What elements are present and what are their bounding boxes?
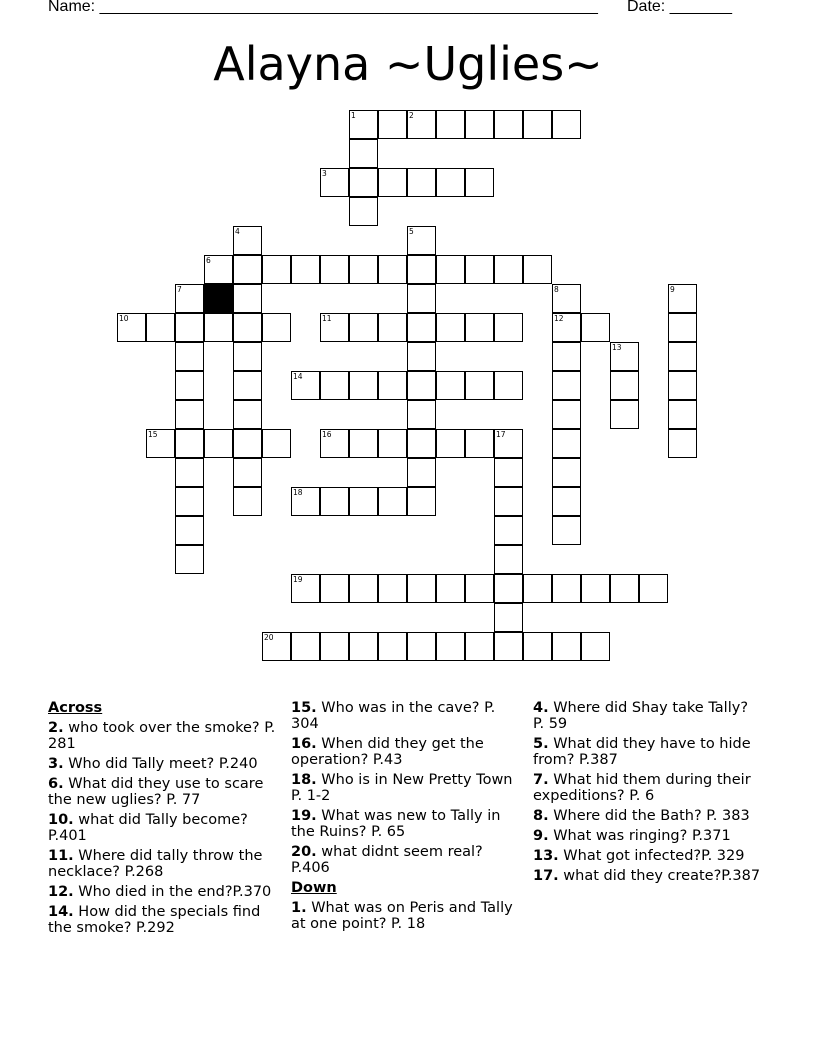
grid-cell[interactable]: [175, 516, 204, 545]
clue-across-12: [48, 884, 278, 900]
cell-number: 13: [612, 343, 622, 352]
grid-cell[interactable]: [465, 574, 494, 603]
grid-cell[interactable]: [407, 313, 436, 342]
grid-cell[interactable]: [378, 632, 407, 661]
clue-number: 4.: [533, 700, 549, 716]
grid-cell[interactable]: [465, 632, 494, 661]
grid-cell[interactable]: [523, 255, 552, 284]
cell-number: 2: [409, 111, 414, 120]
grid-cell[interactable]: [146, 313, 175, 342]
clue-text: When did they get the operation? P.43: [291, 736, 484, 768]
clue-across-20: [291, 844, 521, 876]
grid-cell[interactable]: [378, 429, 407, 458]
clue-down-13: [533, 848, 763, 864]
clue-text: what didnt seem real? P.406: [291, 844, 483, 876]
grid-cell[interactable]: [552, 371, 581, 400]
clue-text: who took over the smoke? P. 281: [48, 720, 276, 752]
grid-cell[interactable]: [407, 429, 436, 458]
grid-cell[interactable]: [349, 197, 378, 226]
clue-across-3: [48, 756, 278, 772]
clue-number: 16.: [291, 736, 317, 752]
clue-across-11: [48, 848, 278, 880]
grid-cell[interactable]: [581, 574, 610, 603]
grid-cell[interactable]: [175, 545, 204, 574]
clue-text: What was on Peris and Tally at one point? P. 18: [291, 900, 513, 932]
clue-down-4: [533, 700, 763, 732]
grid-cell[interactable]: [552, 458, 581, 487]
grid-cell[interactable]: [204, 255, 233, 284]
grid-block: [204, 284, 233, 313]
grid-cell[interactable]: [233, 458, 262, 487]
grid-cell[interactable]: [320, 168, 349, 197]
clue-text: Who died in the end?P.370: [78, 884, 272, 900]
grid-cell[interactable]: [668, 400, 697, 429]
grid-cell[interactable]: [407, 371, 436, 400]
grid-cell[interactable]: [436, 168, 465, 197]
clues-column-2: [291, 700, 521, 936]
grid-cell[interactable]: [407, 400, 436, 429]
grid-cell[interactable]: [494, 487, 523, 516]
grid-cell[interactable]: [494, 458, 523, 487]
cell-number: 16: [322, 430, 332, 439]
grid-cell[interactable]: [436, 574, 465, 603]
page-title: Alayna ~Uglies~: [213, 37, 603, 91]
clue-number: 14.: [48, 904, 74, 920]
grid-cell[interactable]: [668, 284, 697, 313]
grid-cell[interactable]: [407, 168, 436, 197]
clue-number: 5.: [533, 736, 549, 752]
grid-cell[interactable]: [378, 313, 407, 342]
grid-cell[interactable]: [349, 110, 378, 139]
clue-number: 3.: [48, 756, 64, 772]
grid-cell[interactable]: [175, 487, 204, 516]
clue-down-8: [533, 808, 763, 824]
clue-down-7: [533, 772, 763, 804]
grid-cell[interactable]: [378, 574, 407, 603]
clue-text: How did the specials find the smoke? P.292: [48, 904, 261, 936]
grid-cell[interactable]: [175, 313, 204, 342]
grid-cell[interactable]: [407, 284, 436, 313]
cell-number: 9: [670, 285, 675, 294]
grid-cell[interactable]: [262, 429, 291, 458]
grid-cell[interactable]: [291, 632, 320, 661]
grid-cell[interactable]: [465, 371, 494, 400]
grid-cell[interactable]: [175, 371, 204, 400]
grid-cell[interactable]: [668, 371, 697, 400]
grid-cell[interactable]: [552, 313, 581, 342]
across-heading: Across: [48, 700, 103, 716]
grid-cell[interactable]: [407, 255, 436, 284]
grid-cell[interactable]: [349, 255, 378, 284]
clue-text: what did they create?P.387: [563, 868, 761, 884]
cell-number: 4: [235, 227, 240, 236]
grid-cell[interactable]: [320, 255, 349, 284]
grid-cell[interactable]: [465, 313, 494, 342]
grid-cell[interactable]: [262, 632, 291, 661]
clue-across-16: [291, 736, 521, 768]
name-label: Name:: [48, 0, 96, 15]
grid-cell[interactable]: [639, 574, 668, 603]
clue-across-15: [291, 700, 521, 732]
clue-number: 1.: [291, 900, 307, 916]
grid-cell[interactable]: [233, 226, 262, 255]
grid-cell[interactable]: [552, 110, 581, 139]
cell-number: 15: [148, 430, 158, 439]
grid-cell[interactable]: [436, 371, 465, 400]
grid-cell[interactable]: [146, 429, 175, 458]
grid-cell[interactable]: [233, 487, 262, 516]
cell-number: 6: [206, 256, 211, 265]
grid-cell[interactable]: [233, 313, 262, 342]
grid-cell[interactable]: [465, 168, 494, 197]
grid-cell[interactable]: [494, 313, 523, 342]
grid-cell[interactable]: [378, 371, 407, 400]
grid-cell[interactable]: [465, 429, 494, 458]
grid-cell[interactable]: [233, 371, 262, 400]
grid-cell[interactable]: [610, 342, 639, 371]
clue-text: Who is in New Pretty Town P. 1-2: [291, 772, 513, 804]
grid-cell[interactable]: [378, 168, 407, 197]
grid-cell[interactable]: [378, 487, 407, 516]
grid-cell[interactable]: [320, 429, 349, 458]
grid-cell[interactable]: [349, 371, 378, 400]
grid-cell[interactable]: [523, 574, 552, 603]
grid-cell[interactable]: [349, 574, 378, 603]
grid-cell[interactable]: [175, 342, 204, 371]
cell-number: 18: [293, 488, 303, 497]
grid-cell[interactable]: [320, 632, 349, 661]
grid-cell[interactable]: [407, 487, 436, 516]
grid-cell[interactable]: [407, 226, 436, 255]
grid-cell[interactable]: [320, 313, 349, 342]
clue-across-18: [291, 772, 521, 804]
date-line: _______: [669, 0, 732, 15]
clue-text: Where did the Bath? P. 383: [553, 808, 750, 824]
grid-cell[interactable]: [465, 255, 494, 284]
cell-number: 8: [554, 285, 559, 294]
clue-number: 20.: [291, 844, 317, 860]
grid-cell[interactable]: [407, 110, 436, 139]
clue-text: Who did Tally meet? P.240: [68, 756, 258, 772]
grid-cell[interactable]: [436, 429, 465, 458]
grid-cell[interactable]: [436, 632, 465, 661]
grid-cell[interactable]: [436, 110, 465, 139]
down-heading: Down: [291, 880, 337, 896]
grid-cell[interactable]: [552, 574, 581, 603]
clue-text: What got infected?P. 329: [563, 848, 745, 864]
clues-column-3: [533, 700, 763, 888]
grid-cell[interactable]: [494, 255, 523, 284]
grid-cell[interactable]: [494, 429, 523, 458]
cell-number: 5: [409, 227, 414, 236]
grid-cell[interactable]: [465, 110, 494, 139]
grid-cell[interactable]: [436, 255, 465, 284]
grid-cell[interactable]: [668, 313, 697, 342]
grid-cell[interactable]: [233, 284, 262, 313]
cell-number: 14: [293, 372, 303, 381]
clue-number: 10.: [48, 812, 74, 828]
clue-across-19: [291, 808, 521, 840]
clue-across-6: [48, 776, 278, 808]
grid-cell[interactable]: [349, 139, 378, 168]
grid-cell[interactable]: [233, 255, 262, 284]
clue-number: 13.: [533, 848, 559, 864]
name-line: ________________________________________________________: [99, 0, 598, 15]
grid-cell[interactable]: [494, 603, 523, 632]
grid-cell[interactable]: [262, 255, 291, 284]
clue-number: 12.: [48, 884, 74, 900]
grid-cell[interactable]: [291, 487, 320, 516]
grid-cell[interactable]: [552, 487, 581, 516]
grid-cell[interactable]: [378, 110, 407, 139]
grid-cell[interactable]: [407, 574, 436, 603]
grid-cell[interactable]: [552, 400, 581, 429]
grid-cell[interactable]: [610, 574, 639, 603]
clue-number: 18.: [291, 772, 317, 788]
grid-cell[interactable]: [378, 255, 407, 284]
date-label: Date:: [627, 0, 666, 15]
grid-cell[interactable]: [552, 632, 581, 661]
cell-number: 1: [351, 111, 356, 120]
cell-number: 12: [554, 314, 564, 323]
clue-text: Where did Shay take Tally? P. 59: [533, 700, 749, 732]
clue-text: Who was in the cave? P. 304: [291, 700, 496, 732]
cell-number: 20: [264, 633, 274, 642]
grid-cell[interactable]: [204, 313, 233, 342]
grid-cell[interactable]: [610, 371, 639, 400]
clue-text: What was new to Tally in the Ruins? P. 65: [291, 808, 501, 840]
clue-down-17: [533, 868, 763, 884]
clue-down-9: [533, 828, 763, 844]
grid-cell[interactable]: [262, 313, 291, 342]
grid-cell[interactable]: [668, 429, 697, 458]
grid-cell[interactable]: [233, 400, 262, 429]
grid-cell[interactable]: [320, 371, 349, 400]
clue-text: What did they have to hide from? P.387: [533, 736, 751, 768]
grid-cell[interactable]: [494, 632, 523, 661]
grid-cell[interactable]: [117, 313, 146, 342]
clue-number: 17.: [533, 868, 559, 884]
cell-number: 10: [119, 314, 129, 323]
grid-cell[interactable]: [523, 632, 552, 661]
clue-text: what did Tally become? P.401: [48, 812, 248, 844]
clue-across-14: [48, 904, 278, 936]
grid-cell[interactable]: [436, 313, 465, 342]
clue-number: 9.: [533, 828, 549, 844]
grid-cell[interactable]: [320, 487, 349, 516]
grid-cell[interactable]: [494, 110, 523, 139]
grid-cell[interactable]: [175, 284, 204, 313]
grid-cell[interactable]: [668, 342, 697, 371]
grid-cell[interactable]: [407, 458, 436, 487]
clue-across-10: [48, 812, 278, 844]
cell-number: 7: [177, 285, 182, 294]
grid-cell[interactable]: [349, 429, 378, 458]
grid-cell[interactable]: [407, 342, 436, 371]
clue-number: 15.: [291, 700, 317, 716]
clue-text: Where did tally throw the necklace? P.268: [48, 848, 263, 880]
grid-cell[interactable]: [291, 371, 320, 400]
grid-cell[interactable]: [175, 400, 204, 429]
grid-cell[interactable]: [349, 168, 378, 197]
grid-cell[interactable]: [175, 429, 204, 458]
clues-column-1: [48, 700, 278, 940]
clue-text: What was ringing? P.371: [553, 828, 731, 844]
grid-cell[interactable]: [552, 429, 581, 458]
grid-cell[interactable]: [610, 400, 639, 429]
clue-text: What did they use to scare the new uglies? P. 77: [48, 776, 264, 808]
grid-cell[interactable]: [494, 516, 523, 545]
grid-cell[interactable]: [552, 516, 581, 545]
cell-number: 19: [293, 575, 303, 584]
grid-cell[interactable]: [494, 371, 523, 400]
clue-down-1: [291, 900, 521, 932]
grid-cell[interactable]: [581, 313, 610, 342]
grid-cell[interactable]: [494, 545, 523, 574]
cell-number: 17: [496, 430, 506, 439]
clue-number: 8.: [533, 808, 549, 824]
grid-cell[interactable]: [552, 284, 581, 313]
grid-cell[interactable]: [349, 487, 378, 516]
grid-cell[interactable]: [494, 574, 523, 603]
grid-cell[interactable]: [320, 574, 349, 603]
grid-cell[interactable]: [291, 255, 320, 284]
grid-cell[interactable]: [523, 110, 552, 139]
cell-number: 11: [322, 314, 332, 323]
grid-cell[interactable]: [349, 313, 378, 342]
grid-cell[interactable]: [233, 342, 262, 371]
clue-number: 7.: [533, 772, 549, 788]
clue-text: What hid them during their expeditions? P. 6: [533, 772, 751, 804]
grid-cell[interactable]: [291, 574, 320, 603]
grid-cell[interactable]: [233, 429, 262, 458]
grid-cell[interactable]: [175, 458, 204, 487]
grid-cell[interactable]: [204, 429, 233, 458]
clue-number: 11.: [48, 848, 74, 864]
grid-cell[interactable]: [349, 632, 378, 661]
clue-number: 6.: [48, 776, 64, 792]
grid-cell[interactable]: [552, 342, 581, 371]
grid-cell[interactable]: [407, 632, 436, 661]
grid-cell[interactable]: [581, 632, 610, 661]
clue-number: 2.: [48, 720, 64, 736]
cell-number: 3: [322, 169, 327, 178]
clue-number: 19.: [291, 808, 317, 824]
clue-across-2: [48, 720, 278, 752]
clue-down-5: [533, 736, 763, 768]
